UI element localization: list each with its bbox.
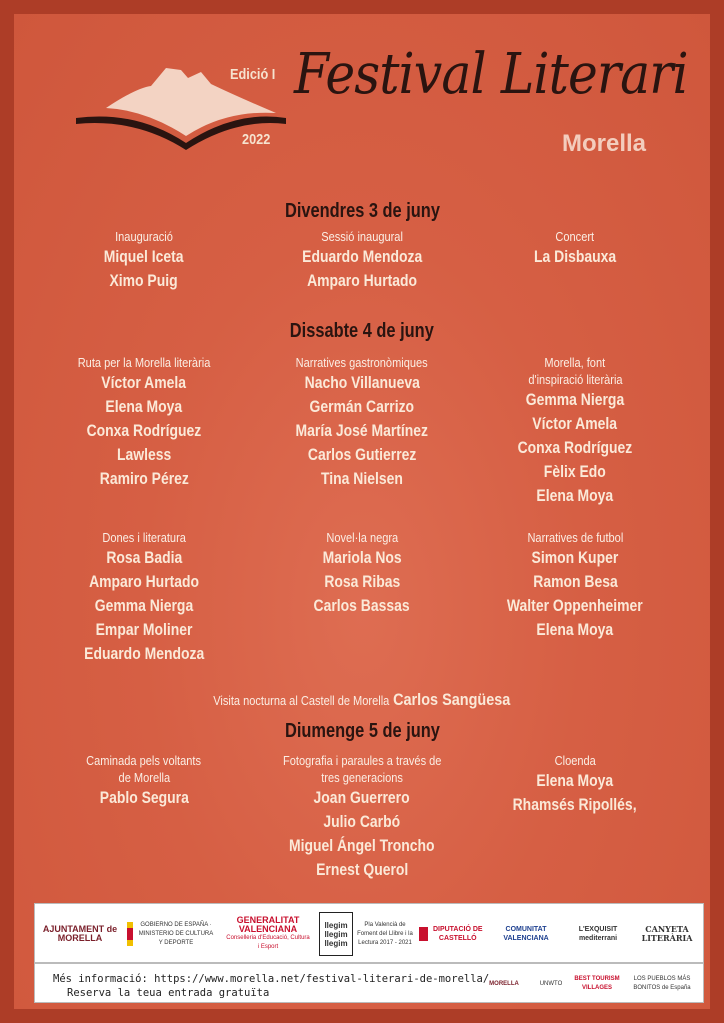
event-visita-nocturna (14, 690, 710, 710)
speaker: Víctor Amela (532, 414, 618, 433)
speaker: Joan Guerrero (313, 788, 411, 807)
speaker: Víctor Amela (101, 373, 187, 392)
day-heading-friday: Divendres 3 de juny (284, 200, 440, 222)
speaker: Amparo Hurtado (307, 271, 417, 290)
event-inauguracio: Inauguració Miquel Iceta Ximo Puig (28, 228, 260, 293)
event-dones-literatura: Dones i literatura Rosa Badia Amparo Hurtado Gemma Nierga Empar Moliner Eduardo Mendoza (28, 529, 260, 666)
speaker: Lawless (116, 445, 172, 464)
town-name: Morella (562, 130, 647, 157)
speaker: Elena Moya (536, 620, 614, 639)
speaker: Amparo Hurtado (89, 572, 199, 591)
festival-title: Festival Literari (294, 42, 688, 107)
generalitat-valenciana-logo: GENERALITAT VALENCIANA Conselleria d'Educació, Cultura i Esport (226, 915, 310, 950)
speaker: Mariola Nos (322, 548, 402, 567)
ajuntament-morella-logo: AJUNTAMENT de MORELLA (42, 924, 118, 943)
gobierno-espana-logo: GOBIERNO DE ESPAÑA · MINISTERIO DE CULTURA Y DEPORTE (127, 912, 215, 956)
speaker: Germán Carrizo (309, 397, 415, 416)
speaker: Simon Kuper (531, 548, 619, 567)
speaker: Nacho Villanueva (304, 373, 420, 392)
event-morella-font-inspiracio: Morella, font d'inspiració literària Gemma Nierga Víctor Amela Conxa Rodríguez Fèlix Edo Elena Moya (459, 354, 691, 508)
speaker: Eduardo Mendoza (83, 644, 205, 663)
pla-valencia-lectura-text: Pla Valencià de Foment del Llibre i la Lectura 2017 - 2021 (357, 921, 413, 946)
speaker: Gemma Nierga (94, 596, 194, 615)
speaker: Ernest Querol (315, 860, 409, 879)
event-caminada: Caminada pels voltants de Morella Pablo Segura (28, 752, 260, 810)
speaker: Empar Moliner (95, 620, 193, 639)
day-heading-sunday: Diumenge 5 de juny (284, 720, 440, 742)
event-cloenda: Cloenda Elena Moya Rhamsés Ripollés, (459, 752, 691, 817)
speaker: Tina Nielsen (321, 469, 403, 488)
comunitat-valenciana-logo: COMUNITAT VALENCIANA (503, 926, 549, 942)
pueblos-bonitos-logo: LOS PUEBLOS MÁS BONITOS de España (633, 976, 691, 991)
info-bar (34, 963, 704, 1003)
speaker: Miguel Ángel Troncho (289, 836, 435, 855)
speaker: Rosa Ribas (324, 572, 400, 591)
event-fotografia-paraules: Fotografia i paraules a través de tres generacions Joan Guerrero Julio Carbó Miguel Ángel Troncho Ernest Querol (246, 752, 478, 882)
speaker: Ramiro Pérez (99, 469, 189, 488)
speaker: Conxa Rodríguez (517, 438, 633, 457)
speaker: Ximo Puig (109, 271, 179, 290)
llegim-logo: llegim llegim llegim (319, 912, 353, 956)
speaker: Rosa Badia (106, 548, 182, 567)
speaker: Elena Moya (536, 771, 614, 790)
diputacio-castello-logo: DIPUTACIÓ DE CASTELLÓ (419, 912, 485, 956)
event-narratives-gastronomiques: Narratives gastronòmiques Nacho Villanueva Germán Carrizo María José Martínez Carlos Gutierrez Tina Nielsen (246, 354, 478, 491)
speaker: Carlos Sangüesa (393, 690, 511, 709)
best-tourism-villages-logo: BEST TOURISM VILLAGES (574, 976, 620, 991)
event-concert: Concert La Disbauxa (459, 228, 691, 269)
speaker: Rhamsés Ripollés, (513, 795, 637, 814)
day-heading-saturday: Dissabte 4 de juny (289, 320, 435, 342)
speaker: Carlos Gutierrez (307, 445, 417, 464)
speaker: Pablo Segura (99, 788, 189, 807)
sponsor-logos-bar (34, 903, 704, 963)
event-sessio-inaugural: Sessió inaugural Eduardo Mendoza Amparo Hurtado (246, 228, 478, 293)
speaker: Eduardo Mendoza (301, 247, 423, 266)
festival-header (14, 14, 710, 174)
event-narratives-futbol: Narratives de futbol Simon Kuper Ramon Besa Walter Oppenheimer Elena Moya (459, 529, 691, 642)
canyeta-literaria-logo: CANYETA LITERÀRIA (641, 924, 693, 943)
edition-label: Edició I (230, 66, 276, 83)
speaker: Fèlix Edo (544, 462, 606, 481)
morella-small-logo: MORELLA (489, 980, 519, 987)
more-info-link[interactable]: Més informació: https://www.morella.net/festival-literari-de-morella/ (53, 973, 490, 985)
speaker: Miquel Iceta (104, 247, 184, 266)
speaker: Elena Moya (536, 486, 614, 505)
event-novella-negra: Novel·la negra Mariola Nos Rosa Ribas Carlos Bassas (246, 529, 478, 618)
speaker: Gemma Nierga (525, 390, 625, 409)
speaker: Ramon Besa (532, 572, 618, 591)
exquisit-mediterrani-logo: L'EXQUISIT mediterrani (578, 926, 618, 942)
unwto-logo: UNWTO (539, 980, 563, 987)
speaker: Conxa Rodríguez (86, 421, 202, 440)
speaker: María José Martínez (295, 421, 429, 440)
speaker: La Disbauxa (533, 247, 617, 266)
speaker: Carlos Bassas (313, 596, 411, 615)
visit-label: Visita nocturna al Castell de Morella (213, 693, 390, 708)
event-ruta-morella-literaria: Ruta per la Morella literària Víctor Amela Elena Moya Conxa Rodríguez Lawless Ramiro Pérez (28, 354, 260, 491)
speaker: Julio Carbó (323, 812, 401, 831)
speaker: Elena Moya (105, 397, 183, 416)
speaker: Walter Oppenheimer (507, 596, 643, 615)
reservation-note: Reserva la teua entrada gratuïta (67, 987, 270, 999)
year-label: 2022 (242, 131, 271, 148)
